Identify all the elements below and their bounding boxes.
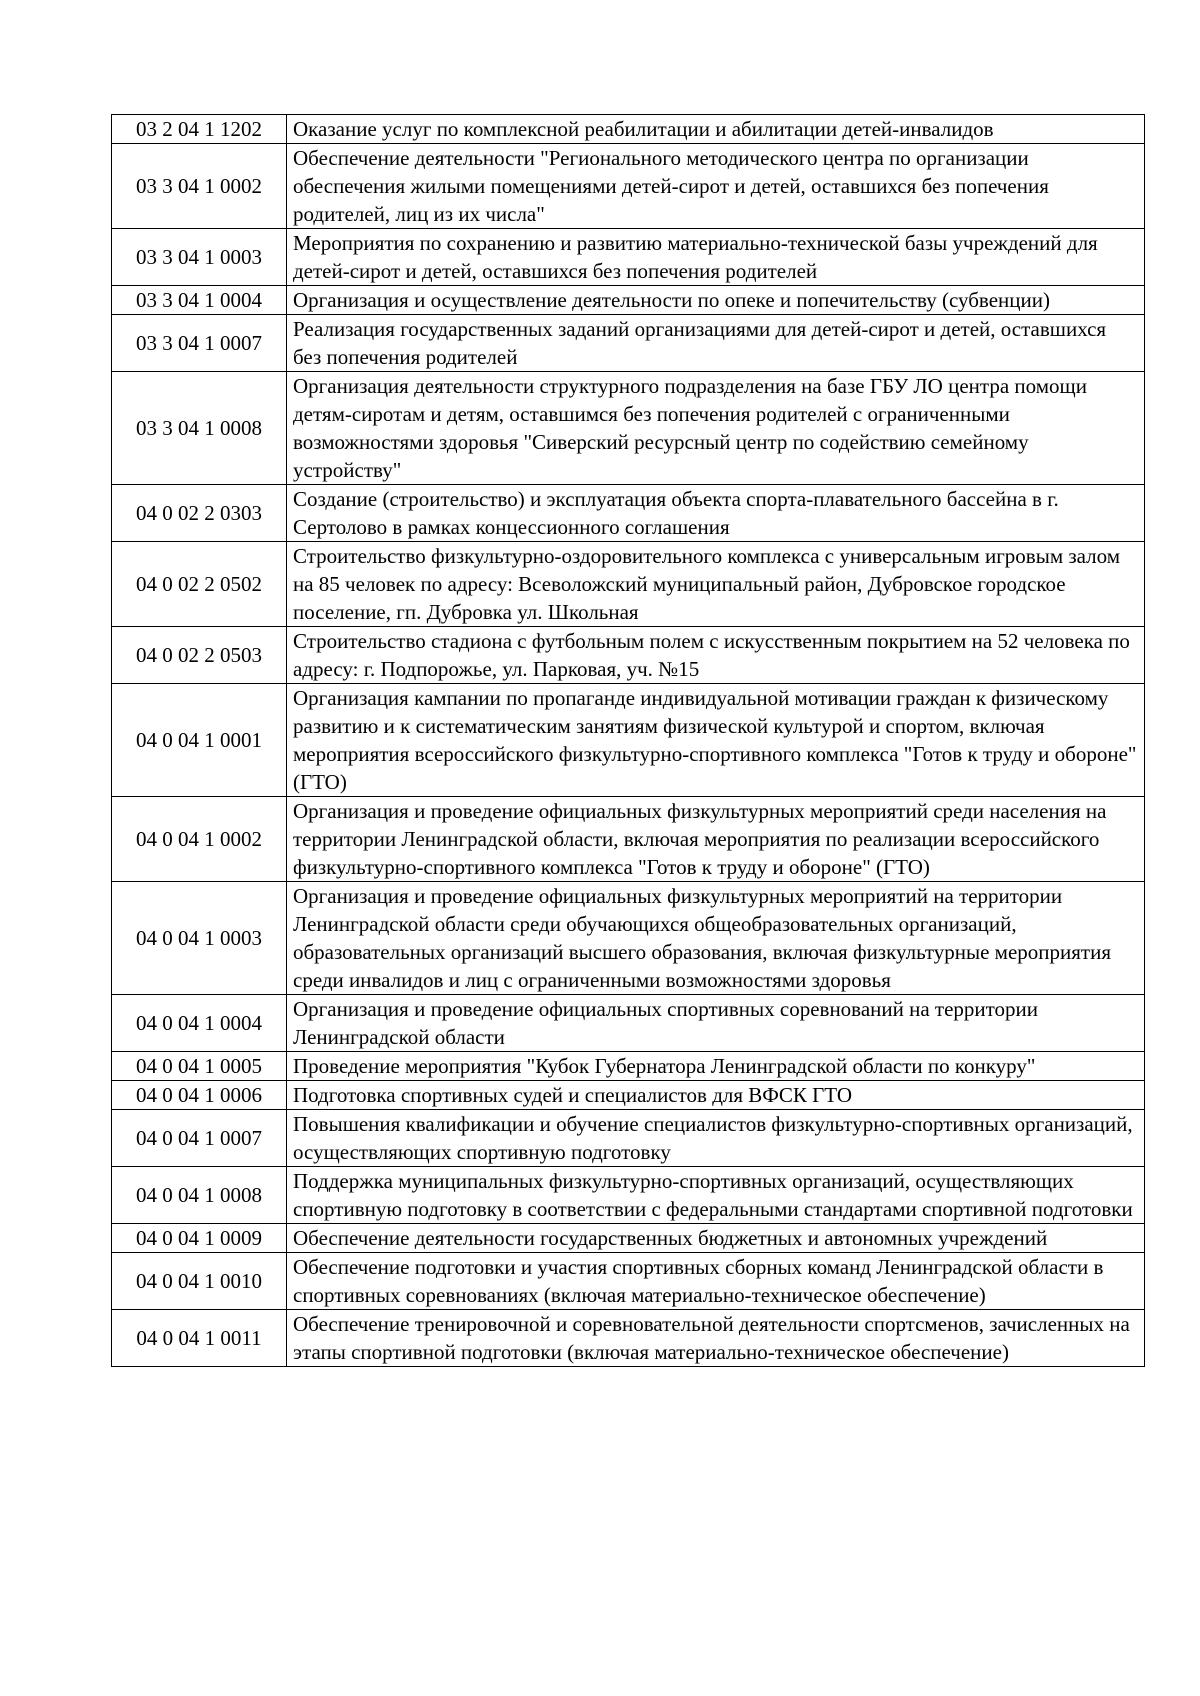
table-row — [112, 627, 1145, 684]
expense-description: Строительство физкультурно-оздоровительного комплекса с универсальным игровым залом на 85 человек по адресу: Всеволожский муниципальный район, Дубровское городское поселение, гп. Дубровка ул. Школьная — [287, 542, 1145, 627]
classification-code: 04 0 04 1 0004 — [112, 995, 287, 1052]
expense-description: Организация деятельности структурного подразделения на базе ГБУ ЛО центра помощи детям-сиротам и детям, оставшимся без попечения родителей с ограниченными возможностями здоровья "Сиверский ресурсный центр по содействию семейному устройству" — [287, 372, 1145, 485]
table-row — [112, 684, 1145, 797]
classification-code: 04 0 04 1 0006 — [112, 1081, 287, 1110]
expense-description: Обеспечение деятельности "Регионального методического центра по организации обеспечения жилыми помещениями детей-сирот и детей, оставшихся без попечения родителей, лиц из их числа" — [287, 144, 1145, 229]
expense-description: Подготовка спортивных судей и специалистов для ВФСК ГТО — [287, 1081, 1145, 1110]
table-row — [112, 1110, 1145, 1167]
table-row — [112, 797, 1145, 882]
classification-code: 04 0 04 1 0005 — [112, 1052, 287, 1081]
table-body — [112, 115, 1145, 1367]
table-row — [112, 1081, 1145, 1110]
table-row — [112, 485, 1145, 542]
classification-code: 03 2 04 1 1202 — [112, 115, 287, 144]
classification-code: 04 0 02 2 0303 — [112, 485, 287, 542]
classification-code: 04 0 04 1 0007 — [112, 1110, 287, 1167]
expense-description: Обеспечение деятельности государственных бюджетных и автономных учреждений — [287, 1224, 1145, 1253]
expense-description: Повышения квалификации и обучение специалистов физкультурно-спортивных организаций, осуществляющих спортивную подготовку — [287, 1110, 1145, 1167]
table-row — [112, 542, 1145, 627]
classification-code: 03 3 04 1 0003 — [112, 229, 287, 286]
expense-description: Обеспечение тренировочной и соревновательной деятельности спортсменов, зачисленных на этапы спортивной подготовки (включая материально-техническое обеспечение) — [287, 1310, 1145, 1367]
expense-description: Организация и проведение официальных физкультурных мероприятий среди населения на территории Ленинградской области, включая мероприятия по реализации всероссийского физкультурно-спортивного комплекса "Готов к труду и обороне" (ГТО) — [287, 797, 1145, 882]
expense-description: Создание (строительство) и эксплуатация объекта спорта-плавательного бассейна в г. Сертолово в рамках концессионного соглашения — [287, 485, 1145, 542]
table-row — [112, 882, 1145, 995]
expense-description: Мероприятия по сохранению и развитию материально-технической базы учреждений для детей-сирот и детей, оставшихся без попечения родителей — [287, 229, 1145, 286]
classification-code: 04 0 04 1 0008 — [112, 1167, 287, 1224]
classification-code: 04 0 04 1 0011 — [112, 1310, 287, 1367]
table-row — [112, 115, 1145, 144]
expense-description: Организация и проведение официальных спортивных соревнований на территории Ленинградской области — [287, 995, 1145, 1052]
table-row — [112, 1052, 1145, 1081]
table-row — [112, 315, 1145, 372]
table-row — [112, 286, 1145, 315]
classification-code: 04 0 04 1 0009 — [112, 1224, 287, 1253]
expense-description: Поддержка муниципальных физкультурно-спортивных организаций, осуществляющих спортивную подготовку в соответствии с федеральными стандартами спортивной подготовки — [287, 1167, 1145, 1224]
classification-code: 04 0 04 1 0003 — [112, 882, 287, 995]
expense-description: Организация и осуществление деятельности по опеке и попечительству (субвенции) — [287, 286, 1145, 315]
table-row — [112, 229, 1145, 286]
classification-code: 04 0 04 1 0010 — [112, 1253, 287, 1310]
expense-description: Реализация государственных заданий организациями для детей-сирот и детей, оставшихся без попечения родителей — [287, 315, 1145, 372]
expense-description: Оказание услуг по комплексной реабилитации и абилитации детей-инвалидов — [287, 115, 1145, 144]
budget-codes-table — [111, 114, 1145, 1367]
classification-code: 04 0 02 2 0502 — [112, 542, 287, 627]
classification-code: 03 3 04 1 0004 — [112, 286, 287, 315]
table-row — [112, 1224, 1145, 1253]
table-row — [112, 995, 1145, 1052]
expense-description: Организация и проведение официальных физкультурных мероприятий на территории Ленинградской области среди обучающихся общеобразовательных организаций, образовательных организаций высшего образования, включая физкультурные мероприятия среди инвалидов и лиц с ограниченными возможностями здоровья — [287, 882, 1145, 995]
expense-description: Организация кампании по пропаганде индивидуальной мотивации граждан к физическому развитию и к систематическим занятиям физической культурой и спортом, включая мероприятия всероссийского физкультурно-спортивного комплекса "Готов к труду и обороне" (ГТО) — [287, 684, 1145, 797]
classification-code: 04 0 04 1 0002 — [112, 797, 287, 882]
expense-description: Обеспечение подготовки и участия спортивных сборных команд Ленинградской области в спортивных соревнованиях (включая материально-техническое обеспечение) — [287, 1253, 1145, 1310]
classification-code: 03 3 04 1 0007 — [112, 315, 287, 372]
table-row — [112, 1253, 1145, 1310]
classification-code: 04 0 02 2 0503 — [112, 627, 287, 684]
expense-description: Проведение мероприятия "Кубок Губернатора Ленинградской области по конкуру" — [287, 1052, 1145, 1081]
table-row — [112, 1167, 1145, 1224]
table-row — [112, 144, 1145, 229]
table-row — [112, 1310, 1145, 1367]
table-row — [112, 372, 1145, 485]
classification-code: 03 3 04 1 0002 — [112, 144, 287, 229]
classification-code: 03 3 04 1 0008 — [112, 372, 287, 485]
expense-description: Строительство стадиона с футбольным полем с искусственным покрытием на 52 человека по адресу: г. Подпорожье, ул. Парковая, уч. №15 — [287, 627, 1145, 684]
classification-code: 04 0 04 1 0001 — [112, 684, 287, 797]
